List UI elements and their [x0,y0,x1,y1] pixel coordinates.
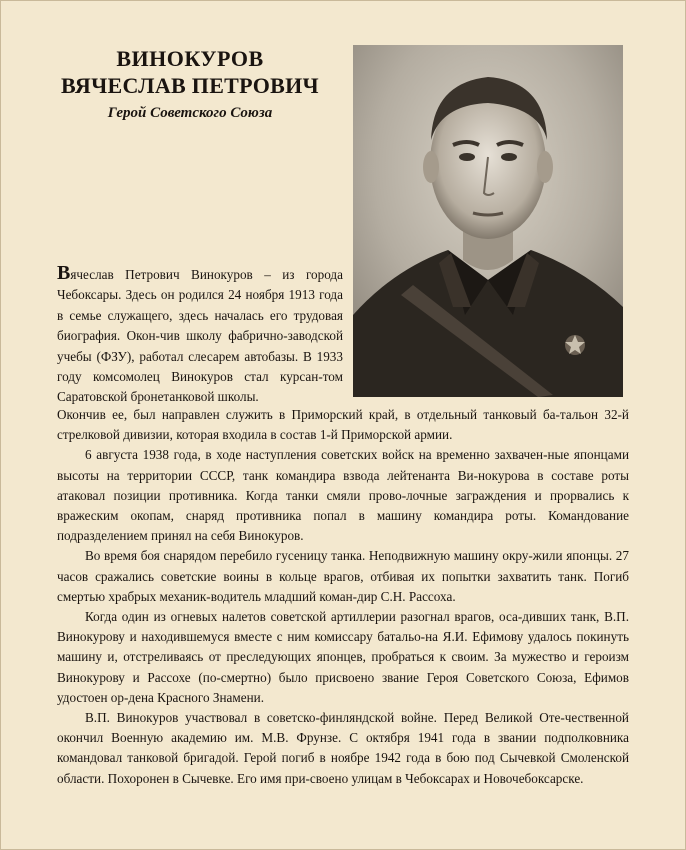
drop-cap: В [57,262,71,284]
intro-text: ячеслав Петрович Винокуров – из города Чебоксары. Здесь он родился 24 ноября 1913 года в семье служащего, здесь началась его трудовая биография. Окон-чив школу фабрично-заводской учебы (ФЗУ), работал слесарем автобазы. В 1933 году комсомолец Винокуров стал курсан-том Саратовской бронетанковой школы. [57,267,343,405]
portrait-illustration [353,45,623,397]
paragraph-4: Когда один из огневых налетов советской артиллерии разогнал врагов, оса-дивших танк, В.П. Винокурову и находившемуся вместе с ним комиссару батальо-на Я.И. Ефимову удалось покинуть машину и, отстреливаясь от преследующих японцев, пробраться к своим. За мужество и героизм Винокурову и Рассохе (по-смертно) было присвоено звание Героя Советского Союза, Ефимов удостоен ор-дена Красного Знамени. [57,609,629,705]
paragraph-2: 6 августа 1938 года, в ходе наступления советских войск на временно захвачен-ные японцами высоты на территории СССР, танк командира взвода лейтенанта Ви-нокурова в составе роты атаковал позиции противника. Когда танки смяли прово-лочные заграждения и прорвались к вражеским окопам, снаряд противника попал в машину командира роты. Командование подразделением принял на себя Винокуров. [57,447,629,544]
intro-paragraph [57,263,343,408]
portrait-photo [353,45,623,397]
name-heading: ВЯЧЕСЛАВ ПЕТРОВИЧ [61,73,319,98]
paragraph-3: Во время боя снарядом перебило гусеницу танка. Неподвижную машину окру-жили японцы. 27 часов сражались советские воины в кольце врагов, отбивая их попытки захватить танк. Погиб смертью храбрых механик-водитель младший коман-дир С.Н. Рассоха. [57,548,629,604]
hero-title: Герой Советского Союза [107,105,273,121]
surname-heading: ВИНОКУРОВ [116,46,264,71]
biography-text [57,405,629,789]
title-block [45,45,335,122]
paragraph-1: Окончив ее, был направлен служить в Приморский край, в отдельный танковый ба-тальон 32-й стрелковой дивизии, которая входила в состав 1-й Приморской армии. [57,407,629,443]
paragraph-5: В.П. Винокуров участвовал в советско-финляндской войне. Перед Великой Оте-чественной окончил Военную академию им. М.В. Фрунзе. С октября 1941 года в звании подполковника командовал танковой бригадой. Герой погиб в ноябре 1942 года в бою под Сычевкой Смоленской области. Похоронен в Сычевке. Его имя при-своено улицам в Чебоксарах и Новочебоксарске. [57,710,629,786]
